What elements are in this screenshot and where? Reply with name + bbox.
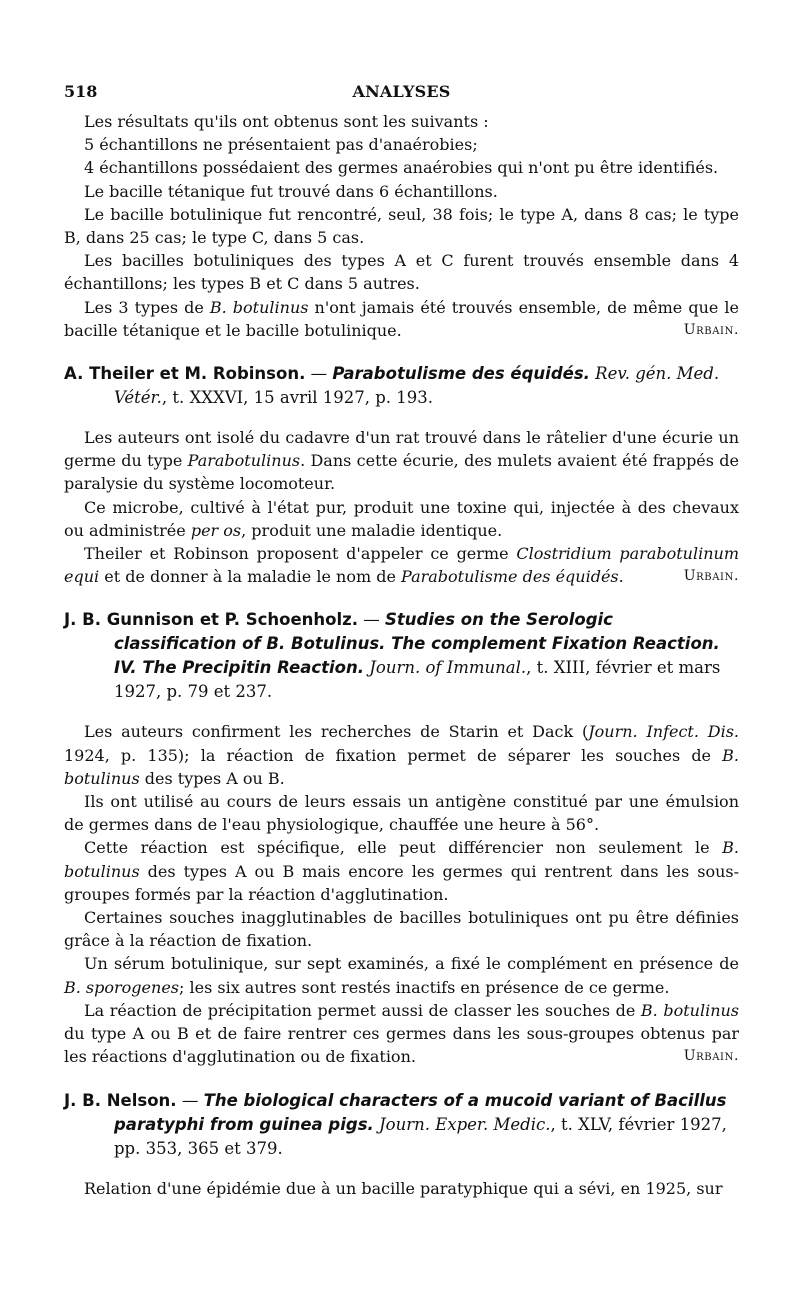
signature: Urbain.	[683, 1048, 739, 1065]
paragraph: Theiler et Robinson proposent d'appeler ce germe Clostridium parabotulinum equi et de donner à la maladie le nom de Parabotulisme des équidés. Urbain.	[64, 542, 739, 588]
reference-heading: J. B. Gunnison et P. Schoenholz. — Studies on the Serologic classification of B. Botulinus. The complement Fixation Reaction. IV. The Precipitin Reaction. Journ. of Immunal., t. XIII, février et mars 1927, p. 79 et 237.	[64, 610, 721, 702]
reference-details: , t. XXXVI, 15 avril 1927, p. 193.	[161, 388, 434, 408]
reference-heading: A. Theiler et M. Robinson. — Parabotulisme des équidés. Rev. gén. Med. Vétér., t. XXXVI, 15 avril 1927, p. 193.	[64, 364, 720, 408]
paragraph: Le bacille tétanique fut trouvé dans 6 échantillons.	[84, 181, 498, 201]
abstract-body	[64, 426, 739, 588]
reference-authors: A. Theiler et M. Robinson.	[64, 364, 306, 384]
reference-title: Studies on the Serologic classification of B. Botulinus. The complement Fixation Reaction. IV. The Precipitin Reaction.	[114, 610, 720, 678]
reference-journal: Rev. gén. Med. Vétér.	[114, 364, 720, 408]
reference-journal: Journ. of Immunal.	[364, 658, 527, 678]
reference-title: The biological characters of a mucoid variant of Bacillus paratyphi from guinea pigs.	[114, 1090, 727, 1134]
page-header	[64, 76, 739, 110]
abstract-body	[64, 720, 739, 1068]
paragraph: La réaction de précipitation permet aussi de classer les souches de B. botulinus du type A ou B et de faire rentrer ces germes dans les sous-groupes obtenus par les réactions d'agglutination ou de fixation. Urbain.	[64, 999, 739, 1069]
paragraph: Les 3 types de B. botulinus n'ont jamais été trouvés ensemble, de même que le bacille tétanique et le bacille botulinique. Urbain.	[64, 296, 739, 342]
reference-title: Parabotulisme des équidés.	[332, 364, 590, 384]
page-number: 518	[64, 82, 98, 101]
reference-details: , t. XLV, février 1927, pp. 353, 365 et 379.	[114, 1114, 727, 1158]
reference-authors: J. B. Gunnison et P. Schoenholz.	[64, 610, 359, 630]
paragraph: Le bacille botulinique fut rencontré, seul, 38 fois; le type A, dans 8 cas; le type B, dans 25 cas; le type C, dans 5 cas.	[64, 204, 739, 248]
running-title: ANALYSES	[352, 82, 451, 101]
paragraph: Certaines souches inagglutinables de bacilles botuliniques ont pu être définies grâce à la réaction de fixation.	[64, 908, 739, 951]
paragraph: Les bacilles botuliniques des types A et C furent trouvés ensemble dans 4 échantillons; les types B et C dans 5 autres.	[64, 251, 739, 294]
reference-journal: Journ. Exper. Medic.	[373, 1114, 551, 1134]
reference-details: , t. XIII, février et mars 1927, p. 79 et 237.	[114, 658, 721, 702]
paragraph: Cette réaction est spécifique, elle peut différencier non seulement le B. botulinus des types A ou B mais encore les germes qui rentrent dans les sous-groupes formés par la réaction d'agglutination.	[64, 838, 739, 904]
paragraph: Relation d'une épidémie due à un bacille paratyphique qui a sévi, en 1925, sur	[84, 1178, 723, 1198]
paragraph: Les résultats qu'ils ont obtenus sont les suivants :	[84, 112, 489, 131]
paragraph: 5 échantillons ne présentaient pas d'anaérobies;	[84, 135, 478, 155]
signature: Urbain.	[683, 568, 739, 585]
paragraph: Ils ont utilisé au cours de leurs essais un antigène constitué par une émulsion de germes dans de l'eau physiologique, chauffée une heure à 56°.	[64, 792, 739, 835]
abstract-body	[64, 1177, 739, 1200]
paragraph: 4 échantillons possédaient des germes anaérobies qui n'ont pu être identifiés.	[84, 158, 719, 178]
paragraph: Un sérum botulinique, sur sept examinés, a fixé le complément en présence de B. sporogenes; les six autres sont restés inactifs en présence de ce germe.	[64, 954, 739, 997]
reference-heading: J. B. Nelson. — The biological characters of a mucoid variant of Bacillus paratyphi from guinea pigs. Journ. Exper. Medic., t. XLV, février 1927, pp. 353, 365 et 379.	[64, 1090, 727, 1158]
page	[64, 76, 739, 1200]
paragraph: Les auteurs confirment les recherches de Starin et Dack (Journ. Infect. Dis. 1924, p. 135); la réaction de fixation permet de séparer les souches de B. botulinus des types A ou B.	[64, 722, 740, 788]
paragraph: Les auteurs ont isolé du cadavre d'un rat trouvé dans le râtelier d'une écurie un germe du type Parabotulinus. Dans cette écurie, des mulets avaient été frappés de paralysie du système locomoteur.	[64, 428, 740, 494]
signature: Urbain.	[683, 321, 739, 338]
paragraph: Ce microbe, cultivé à l'état pur, produit une toxine qui, injectée à des chevaux ou administrée per os, produit une maladie identique.	[64, 497, 739, 540]
reference-authors: J. B. Nelson.	[64, 1090, 177, 1110]
